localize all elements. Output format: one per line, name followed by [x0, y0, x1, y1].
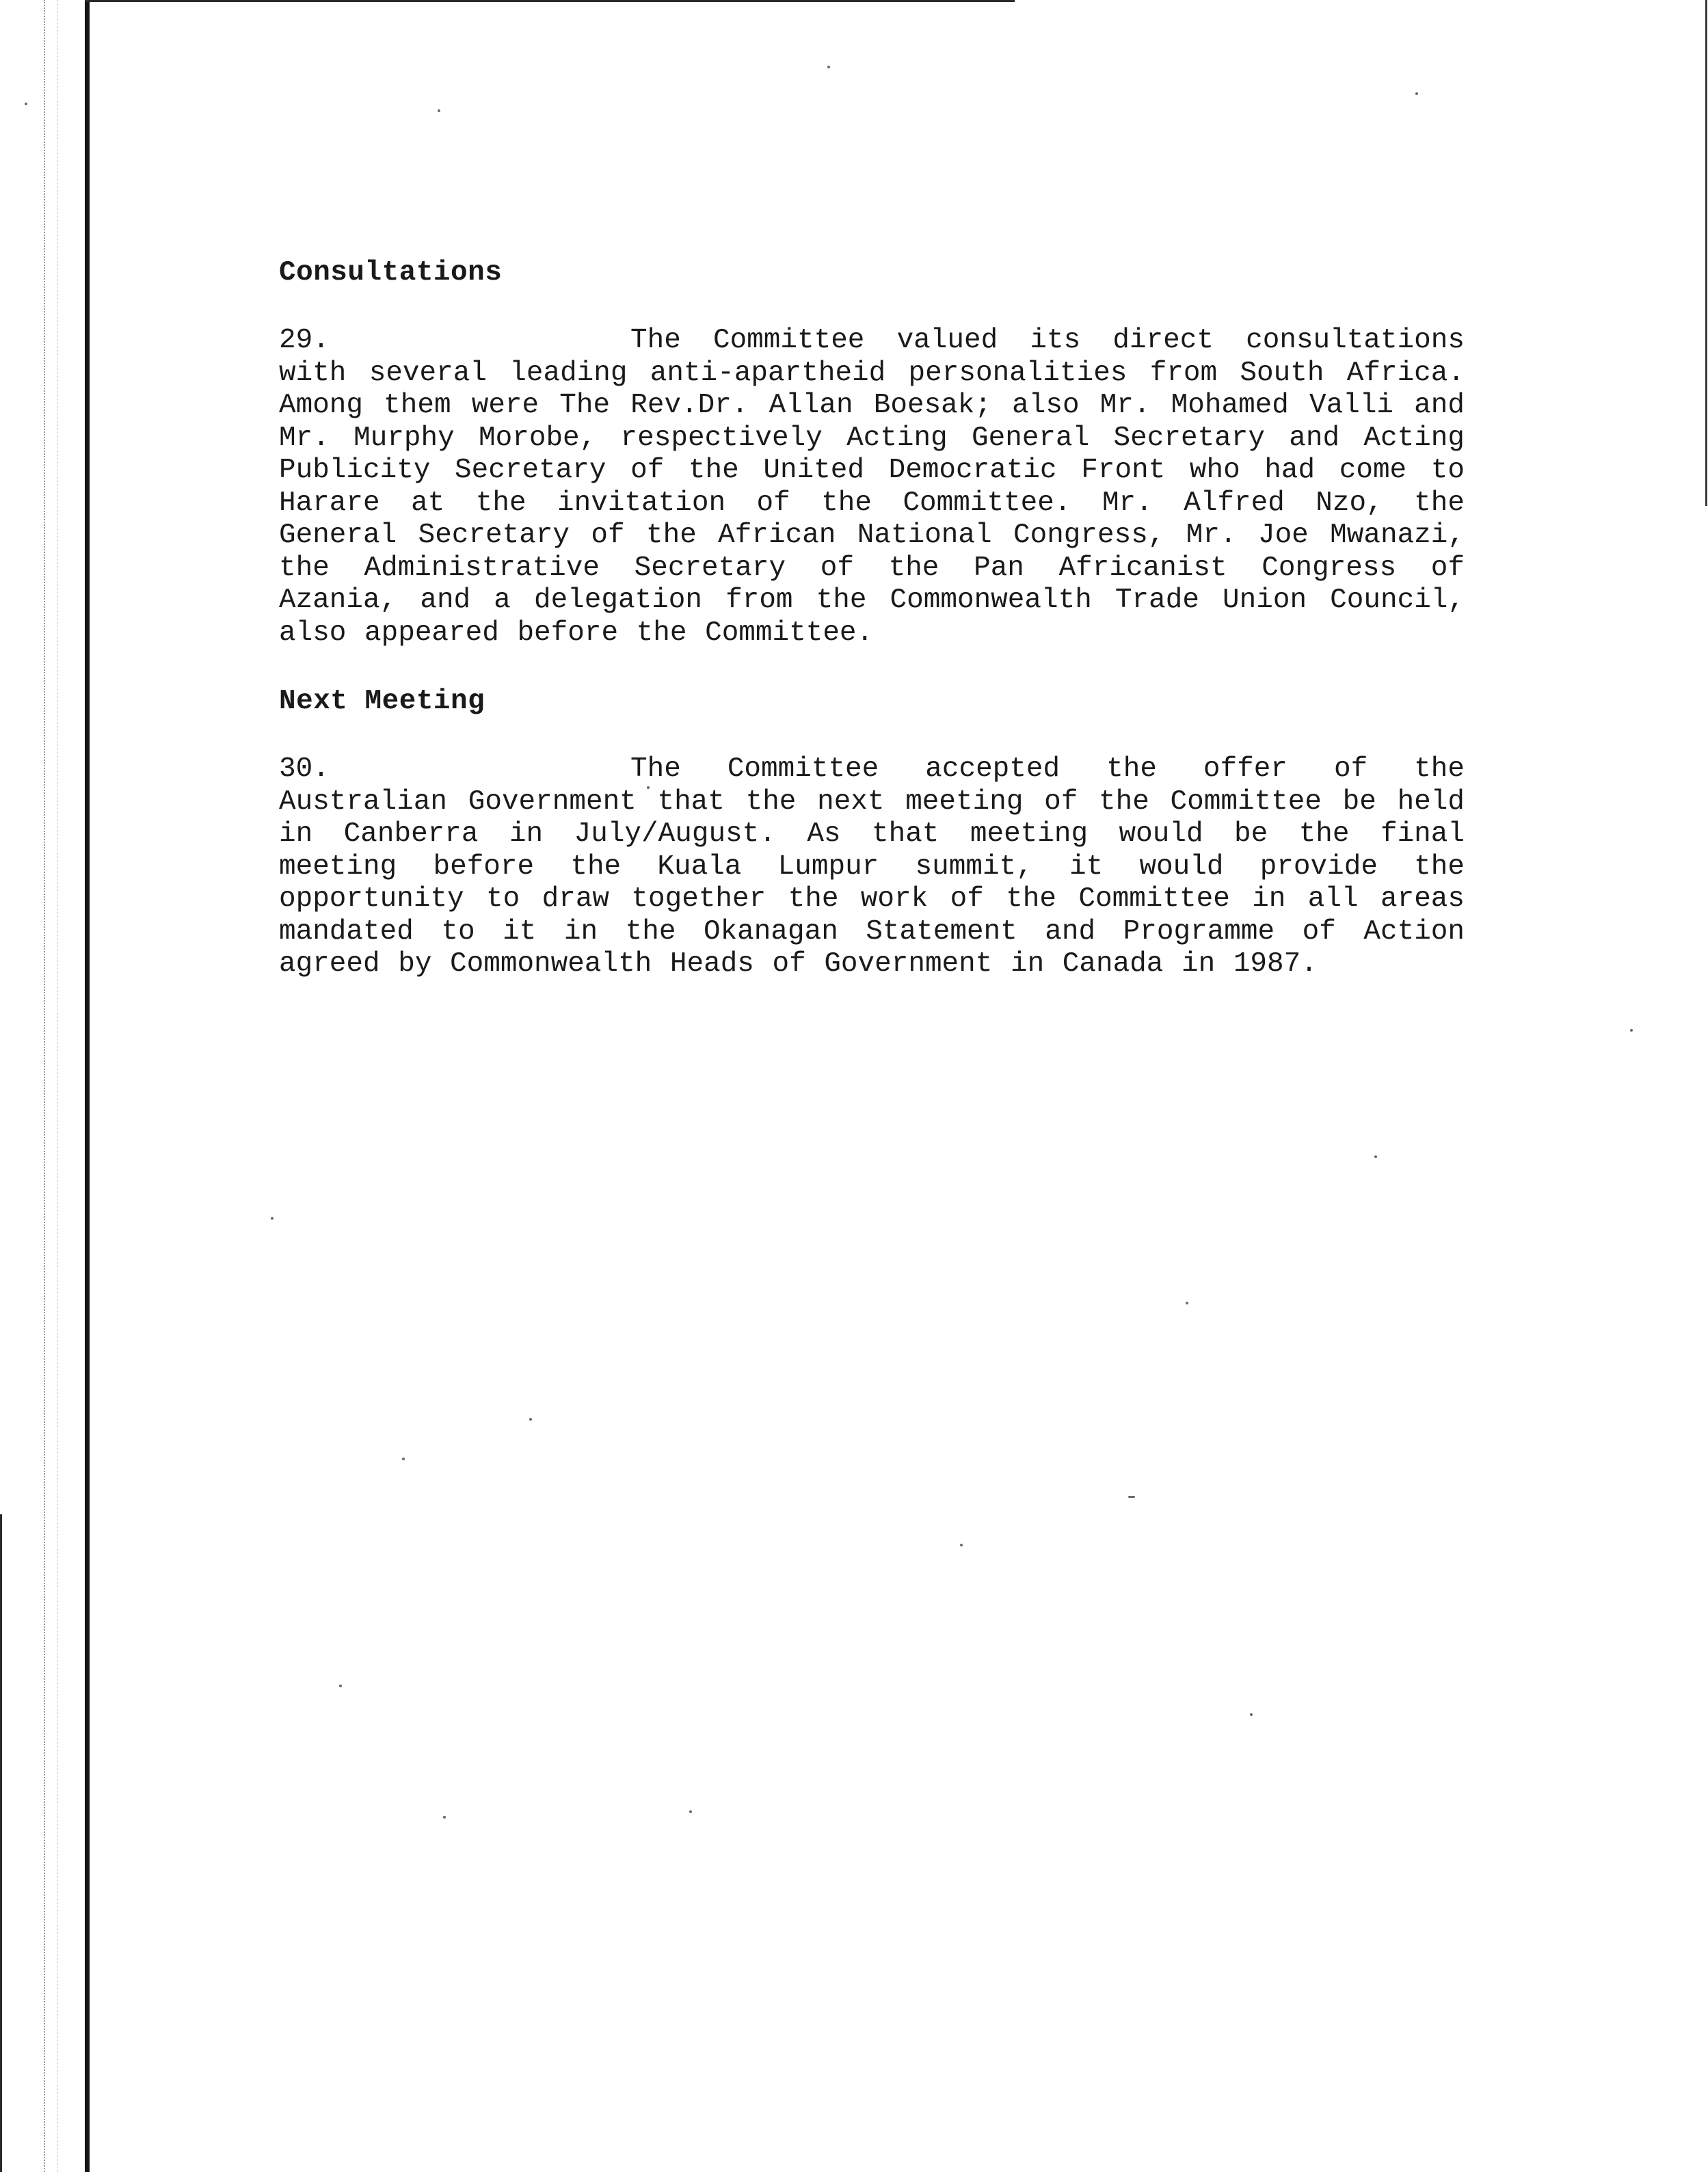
scan-edge-dotted-line [44, 0, 45, 2172]
paragraph-text: The Committee valued its direct consultations with several leading anti-apartheid personalities from South Africa. Among them were The Rev.Dr. Allan Boesak; also Mr. Mohamed Valli and Mr. Murphy Morobe, respectively Acting General Secretary and Acting Publicity Secretary of the United Democratic Front who had come to Harare at the invitation of the Committee. Mr. Alfred Nzo, the General Secretary of the African National Congress, Mr. Joe Mwanazi, the Administrative Secretary of the Pan Africanist Congress of Azania, and a delegation from the Commonwealth Trade Union Council, also appeared before the Committee. [279, 325, 1465, 649]
document-body [279, 256, 1465, 981]
scan-speck [689, 1810, 692, 1813]
scan-speck [402, 1458, 405, 1460]
paragraph-number: 30. [279, 753, 330, 785]
scan-speck [1630, 1029, 1633, 1032]
scan-right-edge-line [1705, 0, 1707, 506]
scan-speck [25, 103, 27, 105]
scan-speck [1250, 1713, 1253, 1716]
scan-speck [443, 1816, 446, 1819]
scan-speck [960, 1544, 963, 1546]
paragraph-30 [279, 753, 1465, 981]
scan-speck [438, 109, 440, 112]
paragraph-number: 29. [279, 325, 330, 356]
scan-edge-dotted-line-secondary [57, 0, 58, 2172]
scan-speck [529, 1418, 532, 1421]
scan-left-binding-bar [85, 0, 90, 2172]
scan-speck [1374, 1155, 1377, 1158]
scan-speck [271, 1217, 273, 1220]
scan-speck [1186, 1302, 1188, 1304]
paragraph-29 [279, 325, 1465, 649]
section-heading-next-meeting: Next Meeting [279, 686, 485, 717]
scan-bottom-left-edge-line [0, 1514, 2, 2172]
scan-speck [339, 1685, 342, 1687]
scan-speck [1415, 92, 1418, 95]
scan-speck [1128, 1496, 1135, 1498]
paragraph-text: The Committee accepted the offer of the Australian Government that the next meeting of the Committee be held in Canberra in July/August. As that meeting would be the final meeting before the Kuala Lumpur summit, it would provide the opportunity to draw together the work of the Committee in all areas mandated to it in the Okanagan Statement and Programme of Action agreed by Commonwealth Heads of Government in Canada in 1987. [279, 753, 1465, 980]
scan-top-edge-line [85, 0, 1015, 2]
section-heading-consultations: Consultations [279, 257, 503, 289]
scan-speck [827, 66, 830, 68]
